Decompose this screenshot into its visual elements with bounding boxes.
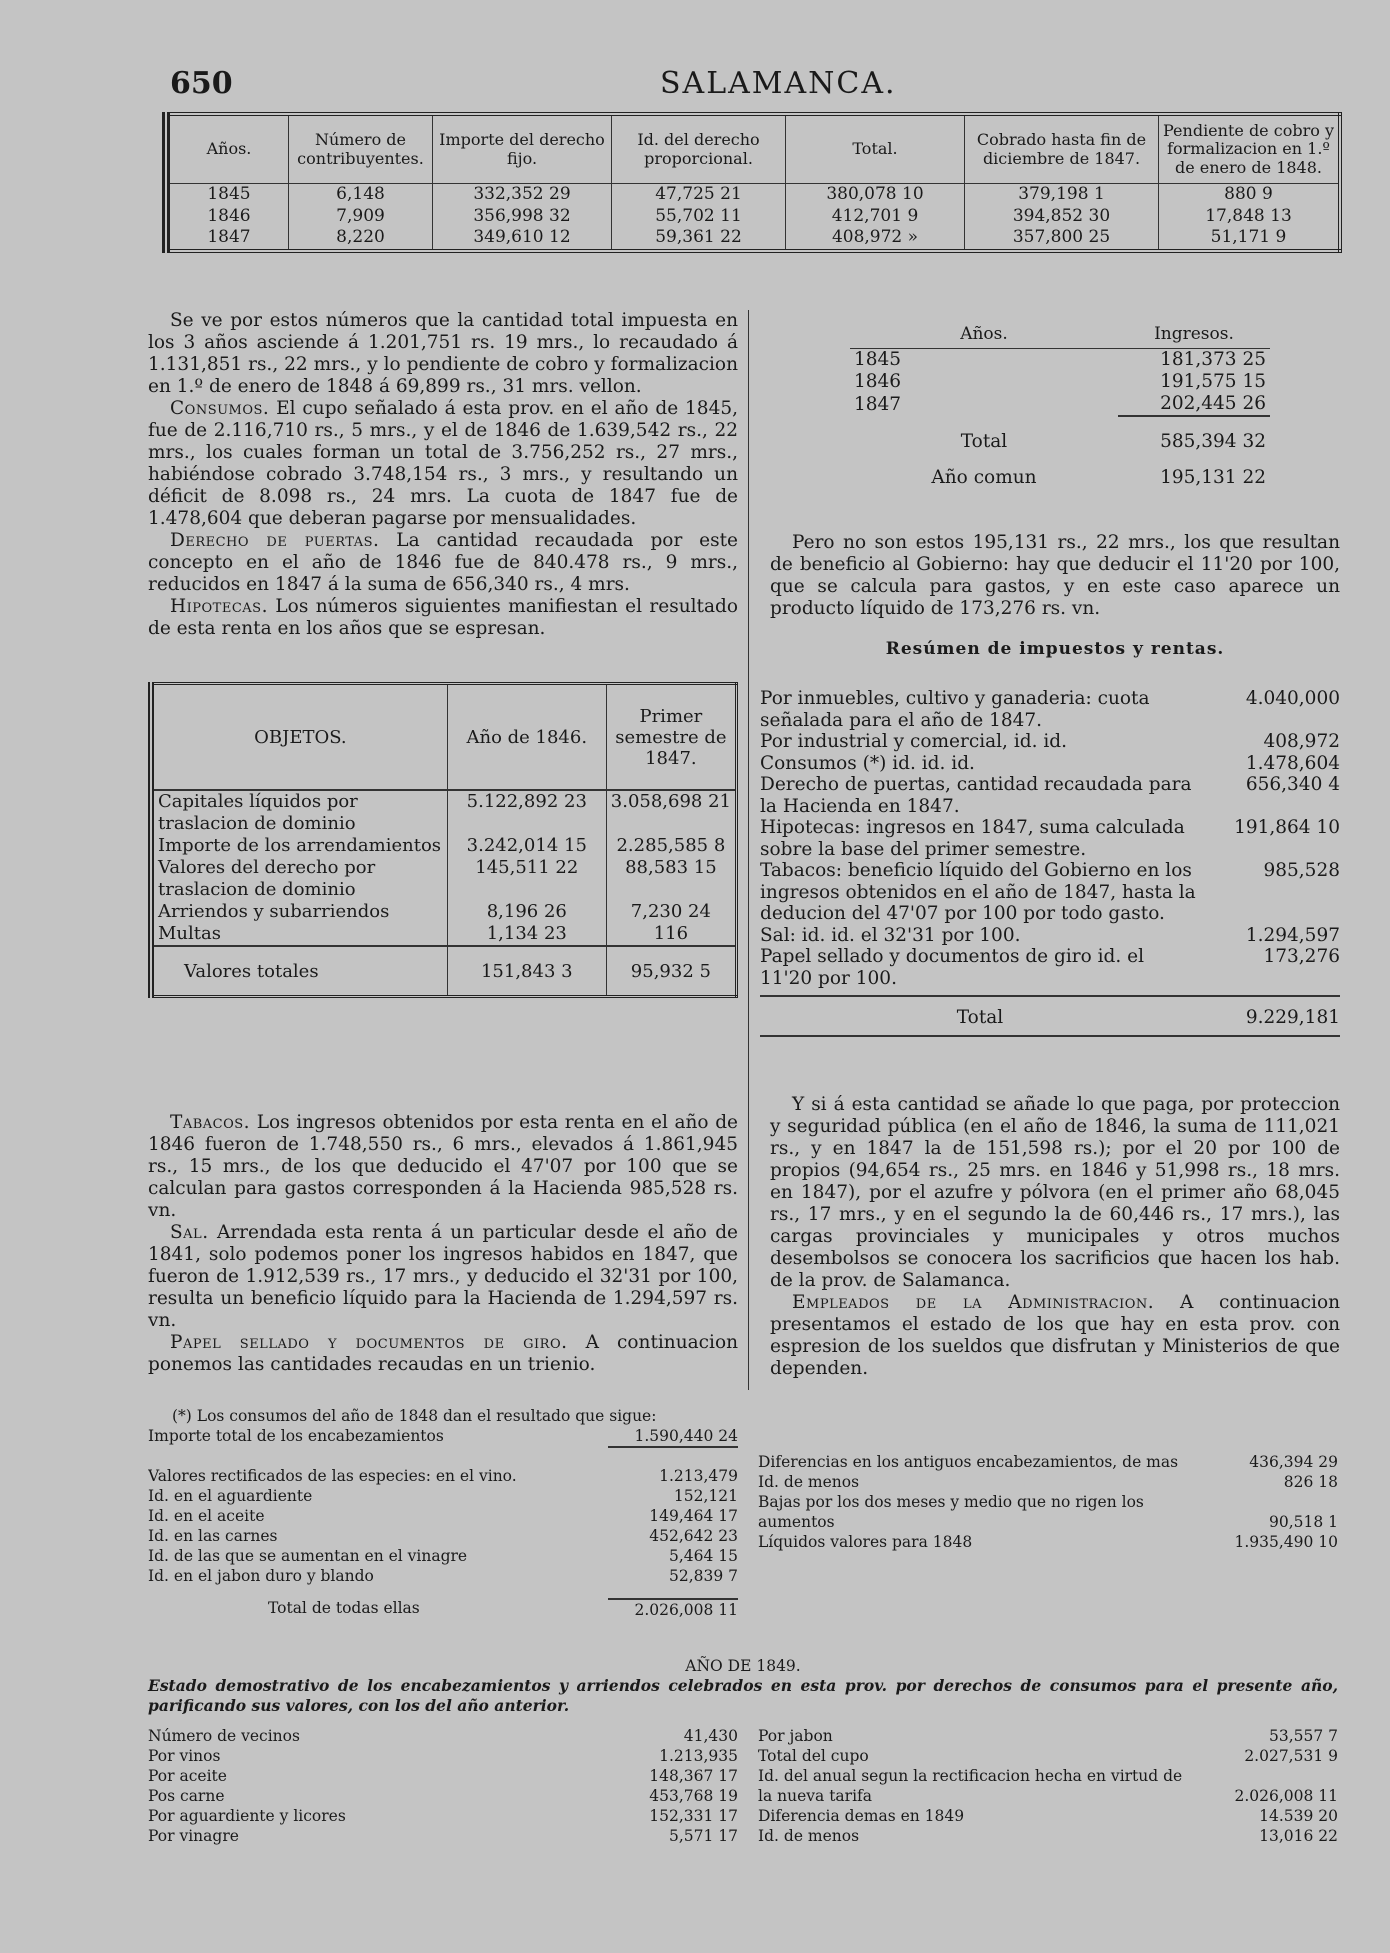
table-row [151,901,737,923]
resumen-value: 1.478,604 [1245,752,1340,774]
cell: 95,932 5 [606,946,736,997]
section-subtitle: Estado demostrativo de los encabezamientos y arriendos celebrados en esta prov. por derechos de consumos para el presente año, parificando sus valores, con los del año anterior. [148,1676,1338,1715]
resumen-total-row [760,995,1340,1037]
cell: Importe de los arrendamientos [151,835,447,857]
footnote-row [758,1432,1338,1472]
section-text: El cupo señalado á esta prov. en el año de 1845, fue de 2.116,710 rs., 5 mrs., y el de 1846 de 1.639,542 rs., 22 mrs., los cuales forman un total de 3.756,252 rs., 27 mrs., habiéndose cobrado 3.748,154 rs., 3 mrs., y resultando un déficit de 8.098 rs., 24 mrs. La cuota de 1847 fue de 1.478,604 que deberan pagarse por mensualidades. [148,398,738,529]
section-title: AÑO DE 1849. [685,1657,801,1675]
list-item [758,1766,1338,1806]
item-value: 152,331 17 [649,1807,738,1825]
item-label: Total del cupo [758,1747,869,1765]
footnote-total-label: Total de todas ellas [268,1599,420,1617]
cell: Año comun [931,467,1037,488]
footnote-value: 90,518 1 [1268,1513,1338,1531]
paragraph [148,530,738,596]
list-item [148,1766,738,1786]
table-row [166,206,1340,228]
footnote-value: 52,839 7 [668,1567,738,1585]
section-text: A continuacion presentamos el estado de los que hay en esta prov. con espresion de los sueldos que disfrutan y Ministerios de que dependen. [770,1292,1341,1379]
footnote-label: Id. en el aceite [148,1507,265,1525]
paragraph [148,1332,738,1376]
footnote-label: Diferencias en los antiguos encabezamientos, de mas [758,1453,1179,1471]
table-row [166,184,1340,206]
total-row [151,946,737,997]
resumen-value: 191,864 10 [1234,817,1340,838]
section-head: Tabacos. [170,1112,251,1133]
cell: 880 9 [1224,184,1273,205]
col-header: Ingresos. [1118,320,1270,349]
footnote-total-value: 2.026,008 11 [608,1598,738,1620]
cell: 181,373 25 [1160,349,1266,370]
cell: 195,131 22 [1160,467,1266,488]
resumen-row [760,753,1340,775]
resumen-label: Por industrial y comercial, id. id. [760,731,1067,752]
cell: 3.242,014 15 [447,835,606,857]
footnote-row [148,1506,738,1526]
footnote-intro: (*) Los consumos del año de 1848 dan el resultado que sigue: [172,1407,657,1425]
cell: 1845 [854,349,902,370]
footnote-label: Valores rectificados de las especies: en el vino. [148,1467,517,1485]
cell: Multas [151,923,447,946]
cell: 88,583 15 [625,857,717,878]
footnote-row [758,1492,1338,1532]
footnote-label: Importe total de los encabezamientos [148,1427,444,1445]
resumen-label: Hipotecas: ingresos en 1847, suma calculada sobre la base del primer semestre. [760,817,1185,860]
cell: 202,445 26 [1160,393,1266,414]
paragraph [148,596,738,640]
col-header: Años. [166,114,289,184]
left-column-text-2 [148,1112,738,1376]
resumen-row [760,774,1340,817]
table-row [166,227,1340,251]
item-label: Pos carne [148,1787,225,1805]
item-label: Número de vecinos [148,1727,300,1745]
item-label: Por aceite [148,1767,227,1785]
ano-1849-left [148,1726,738,1846]
item-label: Diferencia demas en 1849 [758,1807,965,1825]
cell: 6,148 [289,184,433,206]
col-header: Importe del derecho fijo. [433,114,612,184]
page-number: 650 [170,66,233,101]
cell: 380,078 10 [786,184,965,206]
section-head: Sal. [170,1222,209,1243]
footnote-label: Id. de menos [758,1473,860,1491]
item-value: 14.539 20 [1259,1807,1338,1825]
cell: 349,610 12 [433,227,612,251]
footnote-row [148,1526,738,1546]
footnote-label: Id. en el jabon duro y blando [148,1567,374,1585]
list-item [758,1746,1338,1766]
item-value: 148,367 17 [649,1767,738,1785]
cell: 1846 [854,371,902,392]
cell: 51,171 9 [1210,227,1287,248]
item-value: 41,430 [683,1727,738,1745]
section-text: Los números siguientes manifiestan el resultado de esta renta en los años que se espresan. [148,596,738,639]
resumen-row [760,731,1340,753]
cell: Valores totales [151,946,447,997]
footnote-label: Líquidos valores para 1848 [758,1533,973,1551]
comun-row [850,453,1270,489]
list-item [758,1826,1338,1846]
footnote-value: 5,464 15 [668,1547,738,1565]
col-header: Primer semestre de 1847. [606,684,736,791]
col-header: OBJETOS. [151,684,447,791]
cell: 357,800 25 [965,227,1159,251]
table-row [151,923,737,946]
table-row [850,349,1270,372]
cell: 1846 [166,206,289,228]
cell: 1847 [854,393,902,415]
resumen-value: 408,972 [1263,731,1340,752]
list-item [148,1786,738,1806]
col-header: Total. [786,114,965,184]
cell: 332,352 29 [433,184,612,206]
resumen-value: 985,528 [1263,860,1340,881]
cell: Valores del derecho por traslacion de dominio [151,857,447,901]
paragraph: Se ve por estos números que la cantidad total impuesta en los 3 años asciende á 1.201,751 rs. 19 mrs., lo recaudado á 1.131,851 rs., 22 mrs., y lo pendiente de cobro y formalizacion en 1.º de enero de 1848 á 69,899 rs., 31 mrs. vellon. [148,310,738,397]
cell: 2.285,585 8 [616,835,726,856]
resumen-label: Papel sellado y documentos de giro id. el 11'20 por 100. [760,946,1145,989]
cell: 1847 [166,227,289,251]
hipotecas-table [148,682,738,998]
cell: 394,852 30 [965,206,1159,228]
item-label: Por vinagre [148,1827,239,1845]
item-label: Id. de menos [758,1827,860,1845]
footnote-row [148,1546,738,1566]
col-header: Año de 1846. [447,684,606,791]
col-header: Pendiente de cobro y formalizacion en 1.º de enero de 1848. [1159,114,1341,184]
cell: 59,361 22 [612,227,786,251]
cell: 47,725 21 [612,184,786,206]
footnote-right [758,1432,1338,1552]
section-head: Consumos. [170,398,270,419]
item-value: 2.026,008 11 [1234,1787,1338,1805]
paragraph: Y si á esta cantidad se añade lo que paga, por proteccion y seguridad pública (en el año de 1846, la suma de 111,021 rs., y en 1847 la de 151,598 rs.); por el 20 por 100 de propios (94,654 rs., 25 mrs. en 1846 y 51,998 rs., 18 mrs. en 1847), por el azufre y pólvora (en el primer año 68,045 rs., 17 mrs., y en el segundo la de 60,446 rs., 17 mrs.), las cargas provinciales y municipales y otros muchos desembolsos se conocera los sacrificios que hacen los hab. de la prov. de Salamanca. [770,1094,1340,1291]
paragraph [148,1222,738,1332]
footnote-total-row [148,1598,738,1620]
resumen-label: Derecho de puertas, cantidad recaudada para la Hacienda en 1847. [760,774,1192,817]
item-label: Por aguardiente y licores [148,1807,346,1825]
left-column-text [148,310,738,640]
footnote-value: 152,121 [673,1487,738,1505]
footnote-row [758,1532,1338,1552]
cell: Capitales líquidos por traslacion de dominio [151,790,447,835]
item-value: 2.027,531 9 [1244,1747,1338,1765]
resumen-label: Tabacos: beneficio líquido del Gobierno en los ingresos obtenidos en el año de 1847, hasta la deducion del 47'07 por 100 por todo gasto. [760,860,1196,924]
ingresos-table [850,320,1270,489]
resumen-row [760,946,1340,989]
section-head: Empleados de la Administracion. [792,1292,1155,1313]
list-item [148,1746,738,1766]
resumen-value: 173,276 [1263,946,1340,967]
section-head: Derecho de puertas. [170,530,380,551]
cell: 8,220 [289,227,433,251]
item-label: Id. del anual segun la rectificacion hecha en virtud de la nueva tarifa [758,1767,1183,1805]
total-row [850,416,1270,453]
table-row [850,371,1270,393]
cell: Total [960,430,1008,452]
footnote-value: 1.590,440 24 [608,1426,738,1448]
resumen-row [760,925,1340,947]
footnote-value: 1.935,490 10 [1234,1533,1338,1551]
cell: 408,972 » [786,227,965,251]
col-header: Cobrado hasta fin de diciembre de 1847. [965,114,1159,184]
right-column-text-2 [770,1094,1340,1380]
col-header: Años. [850,320,1118,349]
cell: 17,848 13 [1205,205,1292,226]
paragraph [148,398,738,530]
list-item [758,1726,1338,1746]
col-header: Número de contribuyentes. [289,114,433,184]
section-head: Hipotecas. [170,596,268,617]
cell: 145,511 22 [447,857,606,901]
resumen-value: 656,340 4 [1245,774,1340,795]
cell: 356,998 32 [433,206,612,228]
table-row [151,835,737,857]
item-value: 5,571 17 [668,1827,738,1845]
resumen-list [760,688,1340,1037]
cell: 7,909 [289,206,433,228]
resumen-value: 4.040,000 [1245,688,1340,709]
resumen-total-value: 9.229,181 [1245,1007,1340,1028]
cell: 1845 [166,184,289,206]
cell: 151,843 3 [447,946,606,997]
item-value: 53,557 7 [1268,1727,1338,1745]
table-row [850,393,1270,416]
cell: 3.058,698 21 [610,791,731,812]
paragraph: Pero no son estos 195,131 rs., 22 mrs., los que resultan de beneficio al Gobierno: hay que deducir el 11'20 por 100, que se calcula para gastos, y en este caso aparece un producto líquido de 173,276 rs. vn. [770,532,1340,619]
cell: 8,196 26 [447,901,606,923]
list-item [148,1806,738,1826]
footnote-value: 1.213,479 [659,1467,738,1485]
resumen-label: Sal: id. id. el 32'31 por 100. [760,924,1021,946]
cell: 55,702 11 [612,206,786,228]
resumen-label: Por inmuebles, cultivo y ganaderia: cuota señalada para el año de 1847. [760,688,1150,731]
ano-1849-section [148,1656,1338,1716]
paragraph [770,1292,1340,1380]
footnote-label: Id. de las que se aumentan en el vinagre [148,1547,468,1565]
footnote-value: 149,464 17 [649,1507,738,1525]
table-row [151,790,737,835]
resumen-value: 1.294,597 [1245,924,1340,946]
resumen-label: Consumos (*) id. id. id. [760,752,975,774]
cell: 191,575 15 [1160,371,1266,392]
page-header [170,66,1340,110]
item-value: 13,016 22 [1259,1827,1338,1845]
resumen-row [760,860,1340,925]
footnote-row [148,1486,738,1506]
footnote-row [148,1466,738,1486]
footnote-label: Id. en el aguardiente [148,1487,313,1505]
section-head: Papel sellado y documentos de giro. [170,1332,568,1353]
footnote-label: Id. en las carnes [148,1527,278,1545]
cell: 585,394 32 [1118,416,1270,453]
list-item [148,1726,738,1746]
cell: 116 [653,923,689,944]
cell: 379,198 1 [965,184,1159,206]
footnote-row [148,1566,738,1586]
cell: 412,701 9 [786,206,965,228]
footnote-row [148,1426,738,1448]
section-text: La cantidad recaudada por este concepto en el año de 1846 fue de 840.478 rs., 9 mrs., reducidos en 1847 á la suma de 656,340 rs., 4 mrs. [148,530,738,595]
section-text: Los ingresos obtenidos por esta renta en el año de 1846 fueron de 1.748,550 rs., 6 mrs., elevados á 1.861,945 rs., 15 mrs., de los que deducido el 47'07 por 100 que se calculan para gastos corresponden á la Hacienda 985,528 rs. vn. [148,1112,738,1221]
section-text: A continuacion ponemos las cantidades recaudas en un trienio. [148,1332,738,1375]
item-label: Por jabon [758,1727,833,1745]
right-column-text [770,532,1340,660]
resumen-row [760,688,1340,731]
footnote-row [758,1472,1338,1492]
section-text: Arrendada esta renta á un particular desde el año de 1841, solo podemos poner los ingresos habidos en 1847, que fueron de 1.912,539 rs., 17 mrs., y deducido el 32'31 por 100, resulta un beneficio líquido para la Hacienda de 1.294,597 rs. vn. [148,1222,738,1331]
col-header: Id. del derecho proporcional. [612,114,786,184]
resumen-total-label: Total [956,1007,1004,1028]
column-divider [748,310,749,1390]
item-label: Por vinos [148,1747,221,1765]
footnote-label: Bajas por los dos meses y medio que no rigen los aumentos [758,1493,1144,1531]
item-value: 1.213,935 [659,1747,738,1765]
cell: 7,230 24 [630,901,711,922]
item-value: 453,768 19 [649,1787,738,1805]
footnote-value: 826 18 [1283,1473,1338,1491]
contribuyentes-table [162,112,1342,253]
resumen-row [760,817,1340,860]
resumen-title: Resúmen de impuestos y rentas. [885,639,1225,659]
list-item [758,1806,1338,1826]
footnote-value: 436,394 29 [1249,1453,1338,1471]
ano-1849-right [758,1726,1338,1846]
page-title: SALAMANCA. [660,66,897,101]
list-item [148,1826,738,1846]
cell: Arriendos y subarriendos [151,901,447,923]
cell: 1,134 23 [447,923,606,946]
footnote-left [148,1406,738,1620]
footnote-value: 452,642 23 [649,1527,738,1545]
paragraph [148,1112,738,1222]
cell: 5.122,892 23 [447,790,606,835]
table-row [151,857,737,901]
